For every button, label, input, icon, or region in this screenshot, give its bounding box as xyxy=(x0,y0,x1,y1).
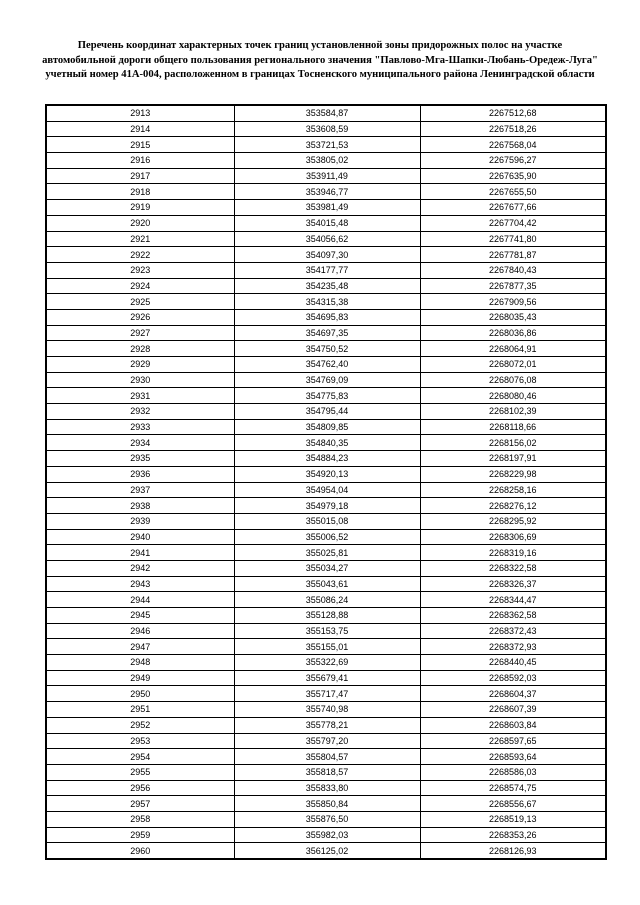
table-row xyxy=(46,435,606,451)
point-number-cell: 2947 xyxy=(46,639,234,655)
point-number-cell: 2960 xyxy=(46,843,234,859)
y-coordinate-cell: 2268592,03 xyxy=(420,670,606,686)
y-coordinate-cell: 2268603,84 xyxy=(420,717,606,733)
x-coordinate-cell: 353981,49 xyxy=(234,200,420,216)
point-number-cell: 2913 xyxy=(46,105,234,121)
x-coordinate-cell: 354315,38 xyxy=(234,294,420,310)
point-number-cell: 2931 xyxy=(46,388,234,404)
table-row xyxy=(46,341,606,357)
x-coordinate-cell: 355086,24 xyxy=(234,592,420,608)
x-coordinate-cell: 355025,81 xyxy=(234,545,420,561)
table-row xyxy=(46,592,606,608)
table-row xyxy=(46,560,606,576)
table-row xyxy=(46,702,606,718)
y-coordinate-cell: 2268586,03 xyxy=(420,764,606,780)
point-number-cell: 2921 xyxy=(46,231,234,247)
y-coordinate-cell: 2268156,02 xyxy=(420,435,606,451)
y-coordinate-cell: 2268126,93 xyxy=(420,843,606,859)
x-coordinate-cell: 354920,13 xyxy=(234,466,420,482)
x-coordinate-cell: 354762,40 xyxy=(234,357,420,373)
x-coordinate-cell: 353946,77 xyxy=(234,184,420,200)
x-coordinate-cell: 354954,04 xyxy=(234,482,420,498)
point-number-cell: 2936 xyxy=(46,466,234,482)
point-number-cell: 2917 xyxy=(46,168,234,184)
point-number-cell: 2933 xyxy=(46,419,234,435)
table-row xyxy=(46,655,606,671)
table-row xyxy=(46,764,606,780)
point-number-cell: 2952 xyxy=(46,717,234,733)
table-row xyxy=(46,576,606,592)
y-coordinate-cell: 2268102,39 xyxy=(420,404,606,420)
y-coordinate-cell: 2268574,75 xyxy=(420,780,606,796)
x-coordinate-cell: 354177,77 xyxy=(234,262,420,278)
point-number-cell: 2916 xyxy=(46,153,234,169)
table-row xyxy=(46,451,606,467)
point-number-cell: 2941 xyxy=(46,545,234,561)
x-coordinate-cell: 354697,35 xyxy=(234,325,420,341)
y-coordinate-cell: 2268607,39 xyxy=(420,702,606,718)
y-coordinate-cell: 2267677,66 xyxy=(420,200,606,216)
point-number-cell: 2954 xyxy=(46,749,234,765)
x-coordinate-cell: 355015,08 xyxy=(234,513,420,529)
table-row xyxy=(46,419,606,435)
y-coordinate-cell: 2268593,64 xyxy=(420,749,606,765)
y-coordinate-cell: 2268258,16 xyxy=(420,482,606,498)
x-coordinate-cell: 354750,52 xyxy=(234,341,420,357)
x-coordinate-cell: 353721,53 xyxy=(234,137,420,153)
point-number-cell: 2930 xyxy=(46,372,234,388)
table-row xyxy=(46,137,606,153)
table-row xyxy=(46,513,606,529)
point-number-cell: 2943 xyxy=(46,576,234,592)
x-coordinate-cell: 354235,48 xyxy=(234,278,420,294)
x-coordinate-cell: 354769,09 xyxy=(234,372,420,388)
y-coordinate-cell: 2268322,58 xyxy=(420,560,606,576)
y-coordinate-cell: 2268064,91 xyxy=(420,341,606,357)
x-coordinate-cell: 355128,88 xyxy=(234,608,420,624)
y-coordinate-cell: 2268326,37 xyxy=(420,576,606,592)
y-coordinate-cell: 2267596,27 xyxy=(420,153,606,169)
table-row xyxy=(46,231,606,247)
point-number-cell: 2934 xyxy=(46,435,234,451)
table-row xyxy=(46,670,606,686)
point-number-cell: 2950 xyxy=(46,686,234,702)
x-coordinate-cell: 355155,01 xyxy=(234,639,420,655)
table-row xyxy=(46,121,606,137)
point-number-cell: 2946 xyxy=(46,623,234,639)
x-coordinate-cell: 354884,23 xyxy=(234,451,420,467)
x-coordinate-cell: 355876,50 xyxy=(234,811,420,827)
x-coordinate-cell: 355043,61 xyxy=(234,576,420,592)
y-coordinate-cell: 2268072,01 xyxy=(420,357,606,373)
x-coordinate-cell: 354775,83 xyxy=(234,388,420,404)
point-number-cell: 2929 xyxy=(46,357,234,373)
table-row xyxy=(46,388,606,404)
point-number-cell: 2918 xyxy=(46,184,234,200)
table-row xyxy=(46,404,606,420)
table-row xyxy=(46,466,606,482)
x-coordinate-cell: 354809,85 xyxy=(234,419,420,435)
point-number-cell: 2925 xyxy=(46,294,234,310)
point-number-cell: 2949 xyxy=(46,670,234,686)
table-row xyxy=(46,796,606,812)
table-row xyxy=(46,153,606,169)
x-coordinate-cell: 353584,87 xyxy=(234,105,420,121)
point-number-cell: 2928 xyxy=(46,341,234,357)
table-row xyxy=(46,309,606,325)
table-row xyxy=(46,372,606,388)
x-coordinate-cell: 355740,98 xyxy=(234,702,420,718)
table-row xyxy=(46,247,606,263)
table-row xyxy=(46,811,606,827)
x-coordinate-cell: 354840,35 xyxy=(234,435,420,451)
y-coordinate-cell: 2267781,87 xyxy=(420,247,606,263)
point-number-cell: 2920 xyxy=(46,215,234,231)
table-row xyxy=(46,780,606,796)
y-coordinate-cell: 2268372,93 xyxy=(420,639,606,655)
table-row xyxy=(46,215,606,231)
x-coordinate-cell: 355818,57 xyxy=(234,764,420,780)
point-number-cell: 2942 xyxy=(46,560,234,576)
x-coordinate-cell: 355850,84 xyxy=(234,796,420,812)
y-coordinate-cell: 2268604,37 xyxy=(420,686,606,702)
y-coordinate-cell: 2267655,50 xyxy=(420,184,606,200)
point-number-cell: 2926 xyxy=(46,309,234,325)
y-coordinate-cell: 2267568,04 xyxy=(420,137,606,153)
table-row xyxy=(46,686,606,702)
point-number-cell: 2945 xyxy=(46,608,234,624)
table-row xyxy=(46,749,606,765)
x-coordinate-cell: 354979,18 xyxy=(234,498,420,514)
x-coordinate-cell: 355797,20 xyxy=(234,733,420,749)
table-row xyxy=(46,608,606,624)
point-number-cell: 2944 xyxy=(46,592,234,608)
point-number-cell: 2955 xyxy=(46,764,234,780)
y-coordinate-cell: 2267877,35 xyxy=(420,278,606,294)
y-coordinate-cell: 2268344,47 xyxy=(420,592,606,608)
coordinates-table xyxy=(45,104,607,860)
table-row xyxy=(46,733,606,749)
document-title: Перечень координат характерных точек границ установленной зоны придорожных полос на участке автомобильной дороги общего пользования регионального значения "Павлово-Мга-Шапки-Любань-Оредеж-Луга" учетный номер 41А-004, расположенном в границах Тосненского муниципального района Ленинградской области xyxy=(42,40,598,81)
y-coordinate-cell: 2268362,58 xyxy=(420,608,606,624)
y-coordinate-cell: 2268319,16 xyxy=(420,545,606,561)
point-number-cell: 2935 xyxy=(46,451,234,467)
y-coordinate-cell: 2268276,12 xyxy=(420,498,606,514)
y-coordinate-cell: 2268295,92 xyxy=(420,513,606,529)
y-coordinate-cell: 2268556,67 xyxy=(420,796,606,812)
x-coordinate-cell: 355717,47 xyxy=(234,686,420,702)
point-number-cell: 2932 xyxy=(46,404,234,420)
point-number-cell: 2927 xyxy=(46,325,234,341)
y-coordinate-cell: 2267512,68 xyxy=(420,105,606,121)
y-coordinate-cell: 2268035,43 xyxy=(420,309,606,325)
y-coordinate-cell: 2267704,42 xyxy=(420,215,606,231)
x-coordinate-cell: 355006,52 xyxy=(234,529,420,545)
point-number-cell: 2937 xyxy=(46,482,234,498)
y-coordinate-cell: 2268372,43 xyxy=(420,623,606,639)
table-row xyxy=(46,529,606,545)
table-row xyxy=(46,639,606,655)
x-coordinate-cell: 355034,27 xyxy=(234,560,420,576)
table-row xyxy=(46,184,606,200)
y-coordinate-cell: 2268440,45 xyxy=(420,655,606,671)
point-number-cell: 2914 xyxy=(46,121,234,137)
x-coordinate-cell: 355153,75 xyxy=(234,623,420,639)
table-row xyxy=(46,843,606,859)
x-coordinate-cell: 356125,02 xyxy=(234,843,420,859)
point-number-cell: 2951 xyxy=(46,702,234,718)
point-number-cell: 2958 xyxy=(46,811,234,827)
x-coordinate-cell: 354795,44 xyxy=(234,404,420,420)
x-coordinate-cell: 354015,48 xyxy=(234,215,420,231)
point-number-cell: 2919 xyxy=(46,200,234,216)
x-coordinate-cell: 355679,41 xyxy=(234,670,420,686)
point-number-cell: 2953 xyxy=(46,733,234,749)
y-coordinate-cell: 2268076,08 xyxy=(420,372,606,388)
table-row xyxy=(46,168,606,184)
table-row xyxy=(46,498,606,514)
point-number-cell: 2938 xyxy=(46,498,234,514)
y-coordinate-cell: 2268353,26 xyxy=(420,827,606,843)
table-row xyxy=(46,294,606,310)
x-coordinate-cell: 355833,80 xyxy=(234,780,420,796)
y-coordinate-cell: 2268118,66 xyxy=(420,419,606,435)
x-coordinate-cell: 355982,03 xyxy=(234,827,420,843)
y-coordinate-cell: 2268306,69 xyxy=(420,529,606,545)
y-coordinate-cell: 2267635,90 xyxy=(420,168,606,184)
table-row xyxy=(46,278,606,294)
y-coordinate-cell: 2267518,26 xyxy=(420,121,606,137)
y-coordinate-cell: 2267741,80 xyxy=(420,231,606,247)
table-row xyxy=(46,325,606,341)
table-row xyxy=(46,827,606,843)
x-coordinate-cell: 354097,30 xyxy=(234,247,420,263)
table-row xyxy=(46,200,606,216)
point-number-cell: 2922 xyxy=(46,247,234,263)
point-number-cell: 2957 xyxy=(46,796,234,812)
y-coordinate-cell: 2268597,65 xyxy=(420,733,606,749)
table-row xyxy=(46,262,606,278)
x-coordinate-cell: 355322,69 xyxy=(234,655,420,671)
x-coordinate-cell: 353911,49 xyxy=(234,168,420,184)
x-coordinate-cell: 355804,57 xyxy=(234,749,420,765)
table-row xyxy=(46,105,606,121)
x-coordinate-cell: 353608,59 xyxy=(234,121,420,137)
point-number-cell: 2924 xyxy=(46,278,234,294)
point-number-cell: 2923 xyxy=(46,262,234,278)
y-coordinate-cell: 2268197,91 xyxy=(420,451,606,467)
table-row xyxy=(46,717,606,733)
point-number-cell: 2956 xyxy=(46,780,234,796)
point-number-cell: 2948 xyxy=(46,655,234,671)
table-row xyxy=(46,482,606,498)
y-coordinate-cell: 2268036,86 xyxy=(420,325,606,341)
point-number-cell: 2915 xyxy=(46,137,234,153)
point-number-cell: 2940 xyxy=(46,529,234,545)
y-coordinate-cell: 2268080,46 xyxy=(420,388,606,404)
table-row xyxy=(46,623,606,639)
table-row xyxy=(46,357,606,373)
x-coordinate-cell: 353805,02 xyxy=(234,153,420,169)
point-number-cell: 2959 xyxy=(46,827,234,843)
x-coordinate-cell: 355778,21 xyxy=(234,717,420,733)
point-number-cell: 2939 xyxy=(46,513,234,529)
y-coordinate-cell: 2267909,56 xyxy=(420,294,606,310)
coordinates-table-body xyxy=(46,105,606,859)
x-coordinate-cell: 354056,62 xyxy=(234,231,420,247)
table-row xyxy=(46,545,606,561)
y-coordinate-cell: 2268519,13 xyxy=(420,811,606,827)
x-coordinate-cell: 354695,83 xyxy=(234,309,420,325)
y-coordinate-cell: 2267840,43 xyxy=(420,262,606,278)
y-coordinate-cell: 2268229,98 xyxy=(420,466,606,482)
